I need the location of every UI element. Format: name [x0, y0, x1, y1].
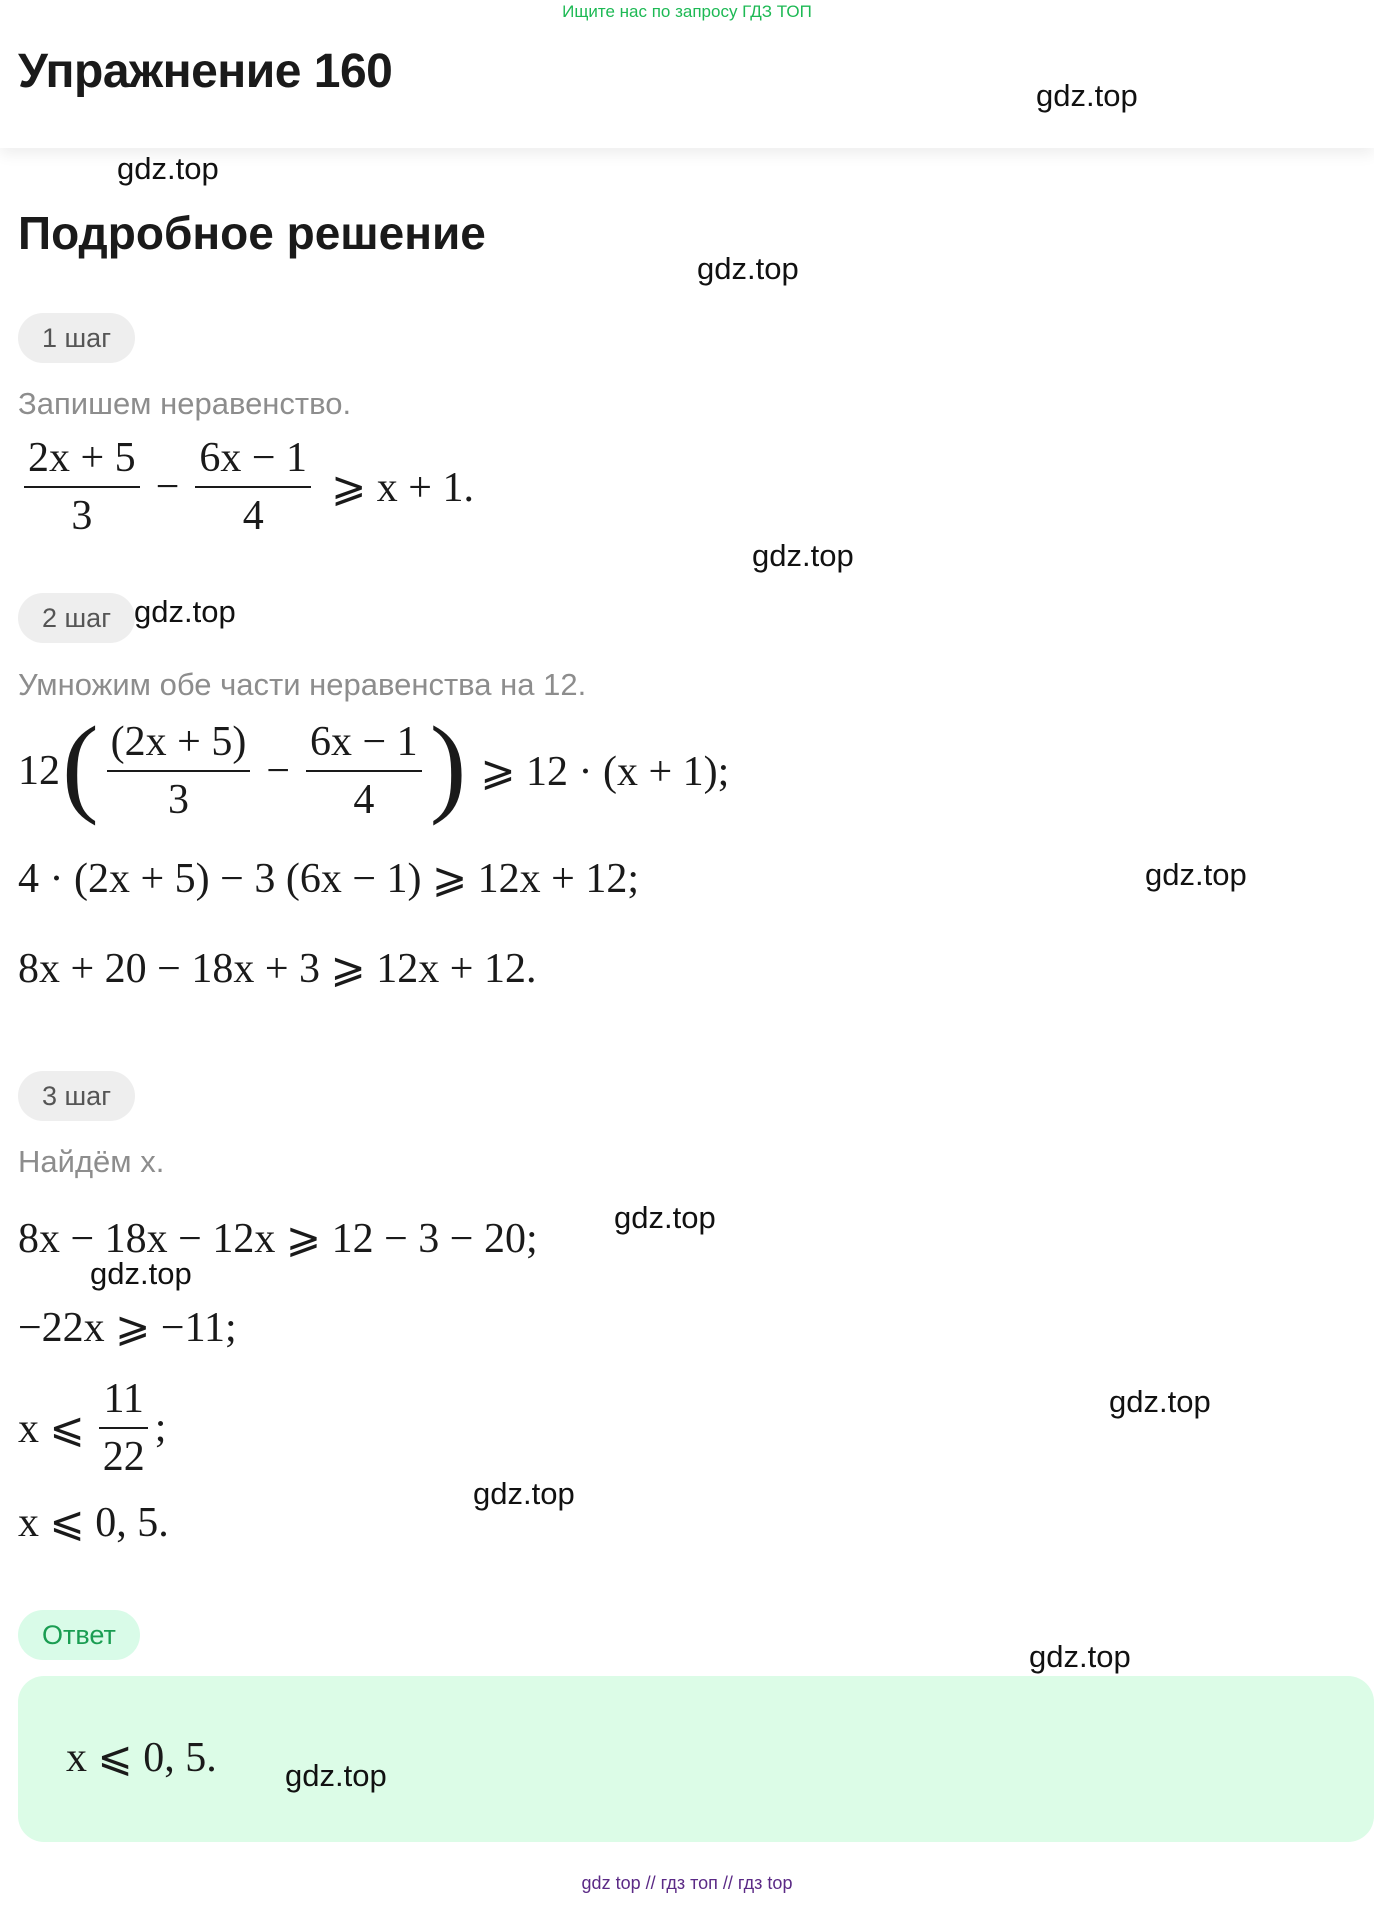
- watermark: gdz.top: [752, 538, 854, 573]
- semicolon: ;: [154, 1405, 167, 1451]
- step-caption-2: Умножим обе части неравенства на 12.: [18, 667, 587, 702]
- fraction: [24, 434, 140, 540]
- watermark: gdz.top: [1036, 78, 1138, 113]
- step-caption-1: Запишем неравенство.: [18, 386, 352, 421]
- multiplier: 12: [18, 748, 60, 794]
- answer-box: [18, 1676, 1374, 1842]
- denominator: 3: [71, 493, 93, 539]
- rhs: ⩾ 12 · (x + 1);: [480, 749, 730, 795]
- step-caption-3: Найдём x.: [18, 1144, 165, 1179]
- step-badge-2: [18, 593, 135, 643]
- numerator: 2x + 5: [24, 434, 140, 488]
- rhs: ⩾ x + 1.: [331, 465, 474, 511]
- inequality-result: x ⩽ 0, 5.: [18, 1500, 169, 1546]
- minus-sign: −: [155, 464, 180, 510]
- step-label: 2 шаг: [42, 602, 112, 633]
- watermark: gdz.top: [1145, 857, 1247, 892]
- watermark: gdz.top: [117, 151, 219, 186]
- watermark: gdz.top: [473, 1476, 575, 1511]
- inequality-combine: −22x ⩾ −11;: [18, 1305, 237, 1351]
- step-badge-1: [18, 313, 135, 363]
- lhs: x ⩽: [18, 1406, 85, 1452]
- page-title: Упражнение 160: [18, 45, 393, 98]
- inequality-divide: [18, 1375, 166, 1481]
- watermark: gdz.top: [614, 1200, 716, 1235]
- denominator: 4: [353, 777, 375, 823]
- fraction: [107, 718, 251, 824]
- fraction: [306, 718, 422, 824]
- step-badge-3: [18, 1071, 135, 1121]
- watermark: gdz.top: [134, 594, 236, 629]
- fraction: [195, 434, 311, 540]
- numerator: (2x + 5): [107, 718, 251, 772]
- watermark: gdz.top: [1109, 1384, 1211, 1419]
- inequality-multiplied: [18, 704, 730, 826]
- fraction: [99, 1375, 149, 1481]
- inequality-simplified: 8x + 20 − 18x + 3 ⩾ 12x + 12.: [18, 946, 537, 992]
- answer-value: x ⩽ 0, 5.: [66, 1735, 217, 1781]
- answer-badge: [18, 1610, 140, 1660]
- search-hint: Ищите нас по запросу ГДЗ ТОП: [562, 2, 812, 21]
- watermark: gdz.top: [1029, 1639, 1131, 1674]
- left-paren: (: [62, 704, 99, 826]
- page-header: [0, 0, 1374, 148]
- numerator: 11: [99, 1375, 147, 1429]
- right-paren: ): [429, 704, 467, 826]
- inequality-expanded: 4 · (2x + 5) − 3 (6x − 1) ⩾ 12x + 12;: [18, 856, 640, 902]
- footer-links: gdz top // гдз топ // гдз top: [581, 1873, 793, 1893]
- numerator: 6x − 1: [195, 434, 311, 488]
- section-title: Подробное решение: [18, 207, 486, 259]
- answer-label: Ответ: [42, 1619, 116, 1650]
- numerator: 6x − 1: [306, 718, 422, 772]
- step-label: 1 шаг: [42, 322, 112, 353]
- denominator: 4: [242, 493, 264, 539]
- step-label: 3 шаг: [42, 1080, 112, 1111]
- denominator: 3: [167, 777, 189, 823]
- watermark: gdz.top: [697, 251, 799, 286]
- inequality-original: [18, 434, 474, 540]
- inequality-collect: 8x − 18x − 12x ⩾ 12 − 3 − 20;: [18, 1216, 538, 1262]
- minus-sign: −: [266, 748, 290, 794]
- watermark: gdz.top: [285, 1758, 387, 1793]
- watermark: gdz.top: [90, 1256, 192, 1291]
- denominator: 22: [102, 1434, 145, 1480]
